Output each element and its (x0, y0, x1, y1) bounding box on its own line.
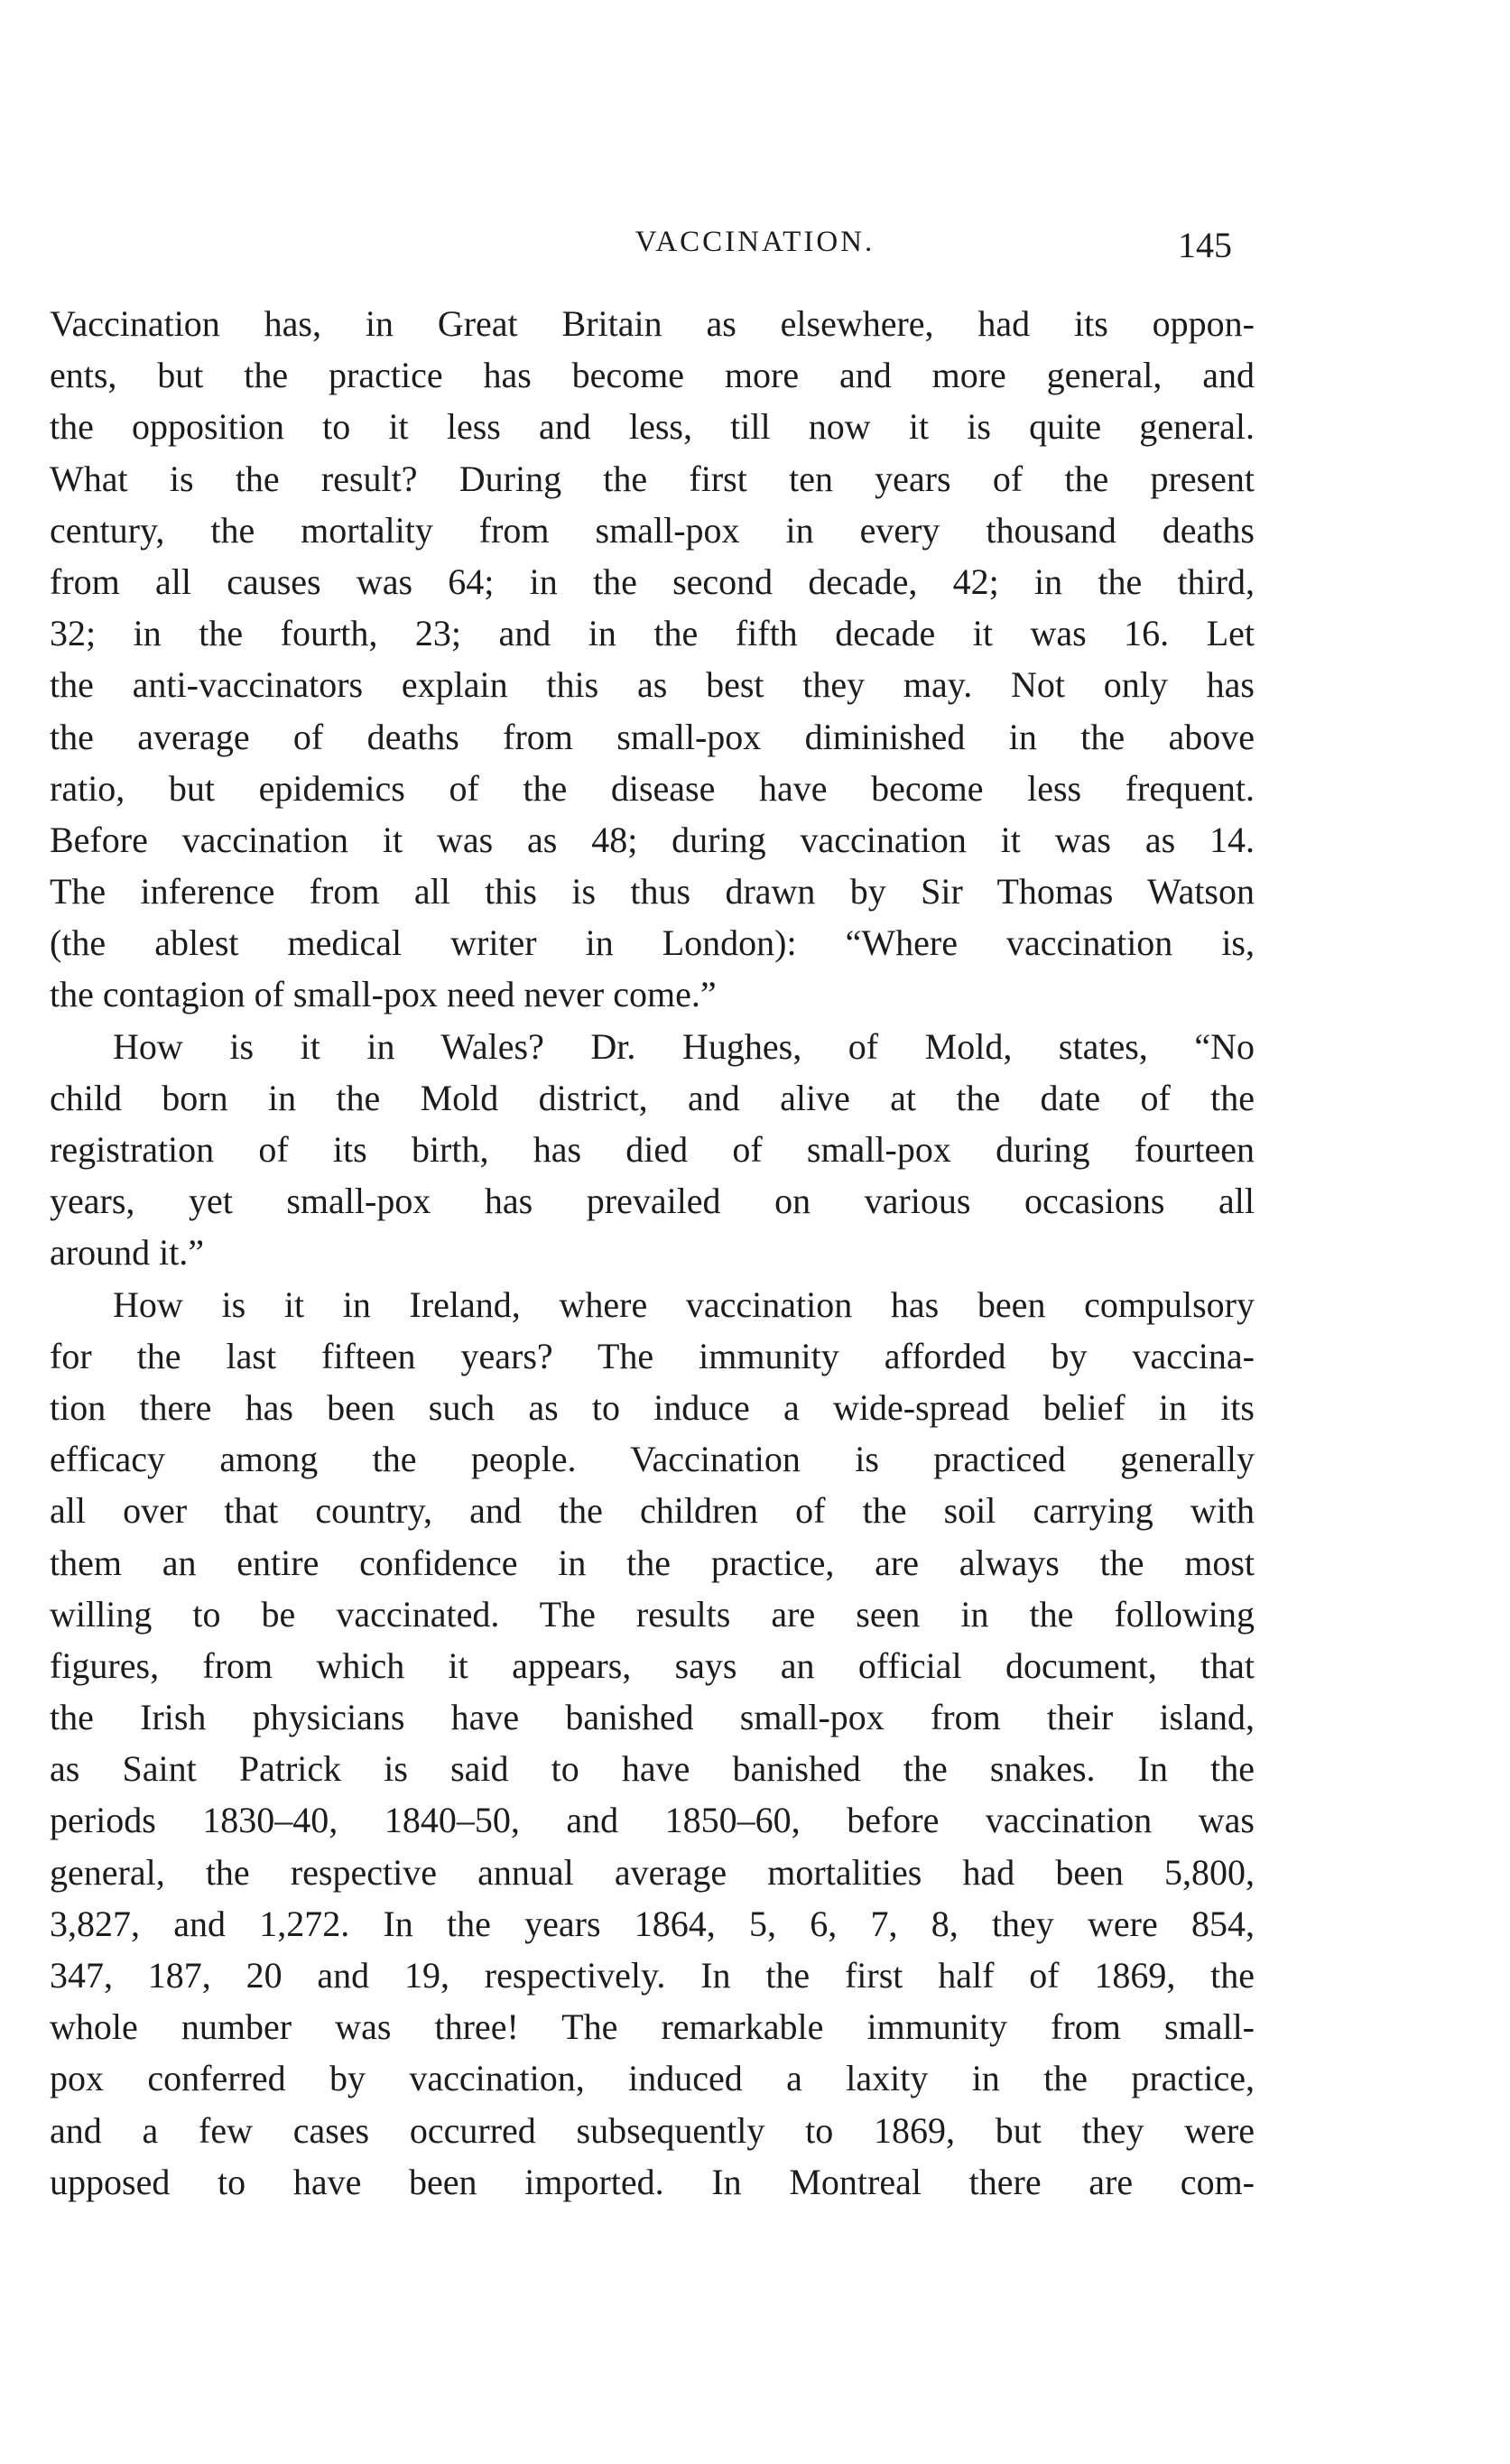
text-line: Before vaccination it was as 48; during vaccination it was as 14. (50, 819, 1255, 860)
text-line: as Saint Patrick is said to have banished the snakes. In the (50, 1748, 1255, 1790)
text-line: figures, from which it appears, says an official document, that (50, 1644, 1255, 1686)
text-line: periods 1830–40, 1840–50, and 1850–60, before vaccination was (50, 1800, 1255, 1841)
text-line: Vaccination has, in Great Britain as elsewhere, had its oppon- (50, 303, 1255, 344)
text-line: How is it in Ireland, where vaccination has been compulsory (113, 1283, 1255, 1325)
text-line: the average of deaths from small-pox diminished in the above (50, 716, 1255, 757)
text-line: child born in the Mold district, and alive at the date of the (50, 1077, 1255, 1118)
text-line: the anti-vaccinators explain this as best they may. Not only has (50, 664, 1255, 706)
page-number: 145 (1178, 225, 1232, 265)
text-line: all over that country, and the children of the soil carrying with (50, 1490, 1255, 1532)
text-line: efficacy among the people. Vaccination is practiced generally (50, 1439, 1255, 1480)
text-line: whole number was three! The remarkable immunity from small- (50, 2006, 1255, 2048)
body-text (50, 298, 1255, 2208)
text-line: and a few cases occurred subsequently to 1869, but they were (50, 2109, 1255, 2151)
text-line: registration of its birth, has died of small-pox during fourteen (50, 1129, 1255, 1170)
text-line: the Irish physicians have banished small-pox from their island, (50, 1697, 1255, 1738)
text-line: around it.” (50, 1232, 205, 1274)
text-line: them an entire confidence in the practice, are always the most (50, 1542, 1255, 1583)
text-line: ratio, but epidemics of the disease have become less frequent. (50, 767, 1255, 809)
text-line: upposed to have been imported. In Montreal there are com- (50, 2161, 1255, 2202)
text-line: years, yet small-pox has prevailed on various occasions all (50, 1181, 1255, 1222)
text-line: The inference from all this is thus drawn by Sir Thomas Watson (50, 871, 1255, 912)
text-line: the contagion of small-pox need never come.” (50, 974, 717, 1015)
text-line: 3,827, and 1,272. In the years 1864, 5, 6, 7, 8, they were 854, (50, 1903, 1255, 1944)
text-line: for the last fifteen years? The immunity afforded by vaccina- (50, 1335, 1255, 1376)
text-line: ents, but the practice has become more and more general, and (50, 355, 1255, 396)
text-line: tion there has been such as to induce a wide-spread belief in its (50, 1386, 1255, 1428)
text-line: pox conferred by vaccination, induced a laxity in the practice, (50, 2058, 1255, 2099)
text-line: the opposition to it less and less, till now it is quite general. (50, 406, 1255, 448)
text-line: general, the respective annual average mortalities had been 5,800, (50, 1851, 1255, 1893)
text-line: century, the mortality from small-pox in every thousand deaths (50, 509, 1255, 551)
text-line: What is the result? During the first ten years of the present (50, 458, 1255, 499)
running-title: VACCINATION. (635, 226, 875, 258)
text-line: (the ablest medical writer in London): “Where vaccination is, (50, 922, 1255, 964)
text-line: from all causes was 64; in the second decade, 42; in the third, (50, 560, 1255, 602)
text-line: 347, 187, 20 and 19, respectively. In the first half of 1869, the (50, 1955, 1255, 1996)
text-line: willing to be vaccinated. The results are seen in the following (50, 1593, 1255, 1635)
text-line: How is it in Wales? Dr. Hughes, of Mold, states, “No (113, 1025, 1255, 1067)
text-line: 32; in the fourth, 23; and in the fifth decade it was 16. Let (50, 613, 1255, 654)
